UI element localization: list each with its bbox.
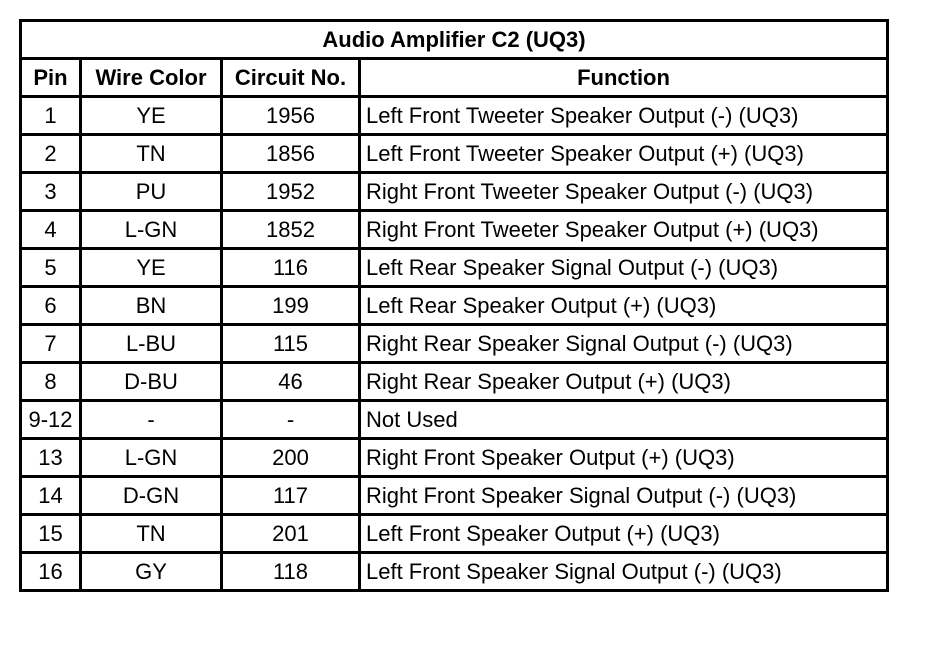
table-row [21, 401, 888, 439]
header-circuit-no: Circuit No. [222, 59, 360, 97]
cell-function: Right Front Speaker Output (+) (UQ3) [360, 439, 888, 477]
table-row [21, 287, 888, 325]
cell-function: Right Front Speaker Signal Output (-) (UQ3) [360, 477, 888, 515]
cell-pin: 15 [21, 515, 81, 553]
cell-pin: 3 [21, 173, 81, 211]
cell-circuit-no: 1952 [222, 173, 360, 211]
header-wire-color: Wire Color [81, 59, 222, 97]
cell-pin: 13 [21, 439, 81, 477]
cell-circuit-no: 199 [222, 287, 360, 325]
cell-pin: 14 [21, 477, 81, 515]
cell-pin: 5 [21, 249, 81, 287]
cell-function: Not Used [360, 401, 888, 439]
cell-wire-color: PU [81, 173, 222, 211]
cell-function: Right Front Tweeter Speaker Output (+) (UQ3) [360, 211, 888, 249]
cell-circuit-no: 1852 [222, 211, 360, 249]
table-row [21, 439, 888, 477]
cell-function: Left Front Tweeter Speaker Output (+) (UQ3) [360, 135, 888, 173]
cell-function: Left Front Speaker Output (+) (UQ3) [360, 515, 888, 553]
cell-wire-color: TN [81, 515, 222, 553]
cell-wire-color: GY [81, 553, 222, 591]
cell-circuit-no: 115 [222, 325, 360, 363]
cell-wire-color: - [81, 401, 222, 439]
cell-pin: 16 [21, 553, 81, 591]
cell-pin: 7 [21, 325, 81, 363]
cell-wire-color: BN [81, 287, 222, 325]
table-row [21, 325, 888, 363]
cell-pin: 6 [21, 287, 81, 325]
cell-function: Left Rear Speaker Signal Output (-) (UQ3) [360, 249, 888, 287]
cell-circuit-no: 117 [222, 477, 360, 515]
cell-wire-color: YE [81, 97, 222, 135]
table-row [21, 135, 888, 173]
cell-function: Left Front Speaker Signal Output (-) (UQ3) [360, 553, 888, 591]
header-function: Function [360, 59, 888, 97]
cell-wire-color: L-GN [81, 211, 222, 249]
table-row [21, 173, 888, 211]
cell-wire-color: L-BU [81, 325, 222, 363]
cell-wire-color: L-GN [81, 439, 222, 477]
cell-circuit-no: 116 [222, 249, 360, 287]
cell-function: Left Rear Speaker Output (+) (UQ3) [360, 287, 888, 325]
table-title: Audio Amplifier C2 (UQ3) [21, 21, 888, 59]
cell-function: Right Front Tweeter Speaker Output (-) (UQ3) [360, 173, 888, 211]
cell-pin: 8 [21, 363, 81, 401]
table-header-row [21, 59, 888, 97]
cell-wire-color: TN [81, 135, 222, 173]
cell-function: Right Rear Speaker Output (+) (UQ3) [360, 363, 888, 401]
cell-circuit-no: 1956 [222, 97, 360, 135]
table-row [21, 249, 888, 287]
cell-pin: 9-12 [21, 401, 81, 439]
cell-circuit-no: 1856 [222, 135, 360, 173]
header-pin: Pin [21, 59, 81, 97]
cell-wire-color: YE [81, 249, 222, 287]
cell-circuit-no: 46 [222, 363, 360, 401]
cell-circuit-no: - [222, 401, 360, 439]
cell-pin: 2 [21, 135, 81, 173]
cell-circuit-no: 118 [222, 553, 360, 591]
cell-function: Left Front Tweeter Speaker Output (-) (UQ3) [360, 97, 888, 135]
table-row [21, 363, 888, 401]
cell-wire-color: D-BU [81, 363, 222, 401]
table-title-row [21, 21, 888, 59]
cell-pin: 1 [21, 97, 81, 135]
table-row [21, 211, 888, 249]
cell-pin: 4 [21, 211, 81, 249]
cell-function: Right Rear Speaker Signal Output (-) (UQ3) [360, 325, 888, 363]
table-row [21, 477, 888, 515]
table-row [21, 97, 888, 135]
table-row [21, 553, 888, 591]
cell-circuit-no: 200 [222, 439, 360, 477]
connector-pinout-table [19, 19, 889, 592]
table-row [21, 515, 888, 553]
cell-wire-color: D-GN [81, 477, 222, 515]
cell-circuit-no: 201 [222, 515, 360, 553]
